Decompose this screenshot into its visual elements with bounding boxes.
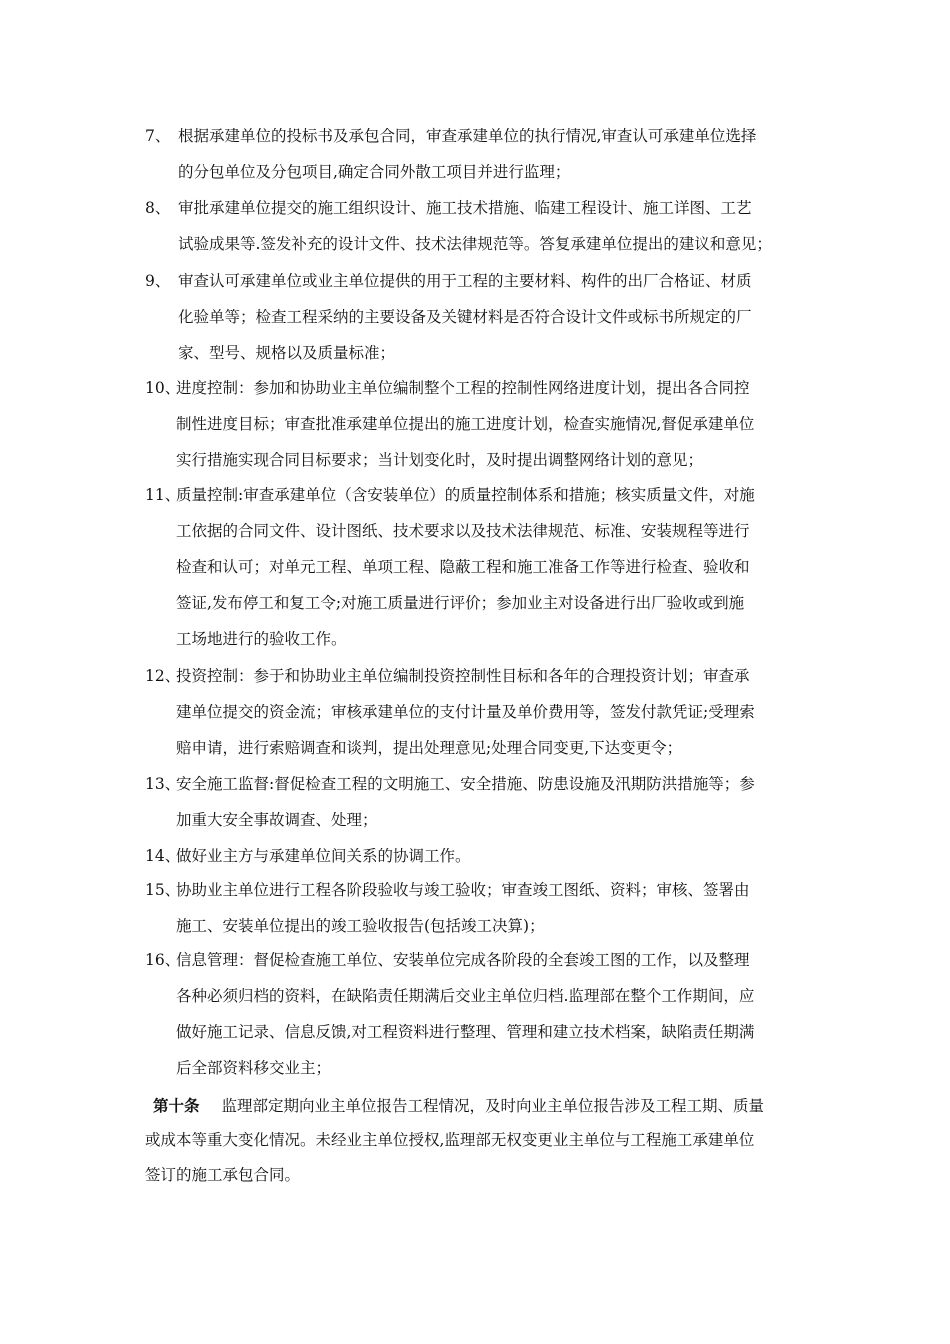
list-item-number: 11、 — [145, 486, 181, 504]
list-item-line: 的分包单位及分包项目,确定合同外散工项目并进行监理； — [178, 163, 571, 181]
list-item-line: 化验单等；检查工程采纳的主要设备及关键材料是否符合设计文件或标书所规定的厂 — [178, 308, 752, 326]
article-paragraph — [145, 1088, 825, 1193]
list-item-line: 试验成果等.签发补充的设计文件、技术法律规范等。答复承建单位提出的建议和意见； — [178, 235, 772, 253]
list-item-12 — [145, 658, 815, 766]
list-item-8 — [145, 190, 815, 262]
list-item-line: 施工、安装单位提出的竣工验收报告(包括竣工决算)； — [176, 917, 545, 935]
list-item-line: 投资控制：参于和协助业主单位编制投资控制性目标和各年的合理投资计划；审查承 — [176, 667, 750, 685]
article-line: 监理部定期向业主单位报告工程情况，及时向业主单位报告涉及工程工期、质量 — [221, 1097, 765, 1115]
list-item-line: 信息管理：督促检查施工单位、安装单位完成各阶段的全套竣工图的工作，以及整理 — [176, 951, 750, 969]
list-item-15 — [145, 872, 815, 944]
list-item-16 — [145, 942, 815, 1086]
list-item-10 — [145, 370, 815, 478]
article-line: 或成本等重大变化情况。未经业主单位授权,监理部无权变更业主单位与工程施工承建单位 — [145, 1131, 755, 1149]
list-item-14 — [145, 838, 815, 874]
list-item-number: 9、 — [145, 272, 171, 290]
list-item-line: 安全施工监督:督促检查工程的文明施工、安全措施、防患设施及汛期防洪措施等；参 — [176, 775, 755, 793]
list-item-line: 建单位提交的资金流；审核承建单位的支付计量及单价费用等，签发付款凭证;受理索 — [176, 703, 755, 721]
list-item-7 — [145, 118, 815, 190]
list-item-line: 制性进度目标；审查批准承建单位提出的施工进度计划，检查实施情况,督促承建单位 — [176, 415, 755, 433]
list-item-number: 14、 — [145, 847, 181, 865]
list-item-number: 15、 — [145, 881, 181, 899]
list-item-line: 质量控制:审查承建单位（含安装单位）的质量控制体系和措施；核实质量文件，对施 — [176, 486, 755, 504]
list-item-number: 16、 — [145, 951, 181, 969]
list-item-line: 做好施工记录、信息反馈,对工程资料进行整理、管理和建立技术档案，缺陷责任期满 — [176, 1023, 755, 1041]
list-item-number: 13、 — [145, 775, 181, 793]
list-item-line: 各种必须归档的资料，在缺陷责任期满后交业主单位归档.监理部在整个工作期间，应 — [176, 987, 755, 1005]
list-item-number: 12、 — [145, 667, 181, 685]
list-item-line: 后全部资料移交业主； — [176, 1059, 332, 1077]
list-item-line: 工依据的合同文件、设计图纸、技术要求以及技术法律规范、标准、安装规程等进行 — [176, 522, 750, 540]
article-first-line — [145, 1088, 825, 1123]
list-item-line: 根据承建单位的投标书及承包合同，审查承建单位的执行情况,审查认可承建单位选择 — [178, 127, 757, 145]
list-item-line: 协助业主单位进行工程各阶段验收与竣工验收；审查竣工图纸、资料；审核、签署由 — [176, 881, 750, 899]
list-item-line: 审查认可承建单位或业主单位提供的用于工程的主要材料、构件的出厂合格证、材质 — [178, 272, 752, 290]
list-item-line: 进度控制：参加和协助业主单位编制整个工程的控制性网络进度计划，提出各合同控 — [176, 379, 750, 397]
list-item-number: 10、 — [145, 379, 181, 397]
list-item-line: 实行措施实现合同目标要求；当计划变化时，及时提出调整网络计划的意见； — [176, 451, 704, 469]
list-item-9 — [145, 263, 815, 371]
list-item-line: 加重大安全事故调查、处理； — [176, 811, 378, 829]
list-item-line: 检查和认可；对单元工程、单项工程、隐蔽工程和施工准备工作等进行检查、验收和 — [176, 558, 750, 576]
list-item-line: 签证,发布停工和复工令;对施工质量进行评价；参加业主对设备进行出厂验收或到施 — [176, 594, 745, 612]
list-item-line: 审批承建单位提交的施工组织设计、施工技术措施、临建工程设计、施工详图、工艺 — [178, 199, 752, 217]
article-line: 签订的施工承包合同。 — [145, 1166, 301, 1184]
list-item-number: 8、 — [145, 199, 171, 217]
list-item-line: 赔申请，进行索赔调查和谈判，提出处理意见;处理合同变更,下达变更令； — [176, 739, 683, 757]
list-item-11 — [145, 477, 815, 657]
list-item-line: 做好业主方与承建单位间关系的协调工作。 — [176, 847, 471, 865]
list-item-13 — [145, 766, 815, 838]
list-item-line: 家、型号、规格以及质量标准； — [178, 344, 396, 362]
list-item-line: 工场地进行的验收工作。 — [176, 630, 347, 648]
list-item-number: 7、 — [145, 127, 171, 145]
article-heading: 第十条 — [153, 1096, 200, 1115]
